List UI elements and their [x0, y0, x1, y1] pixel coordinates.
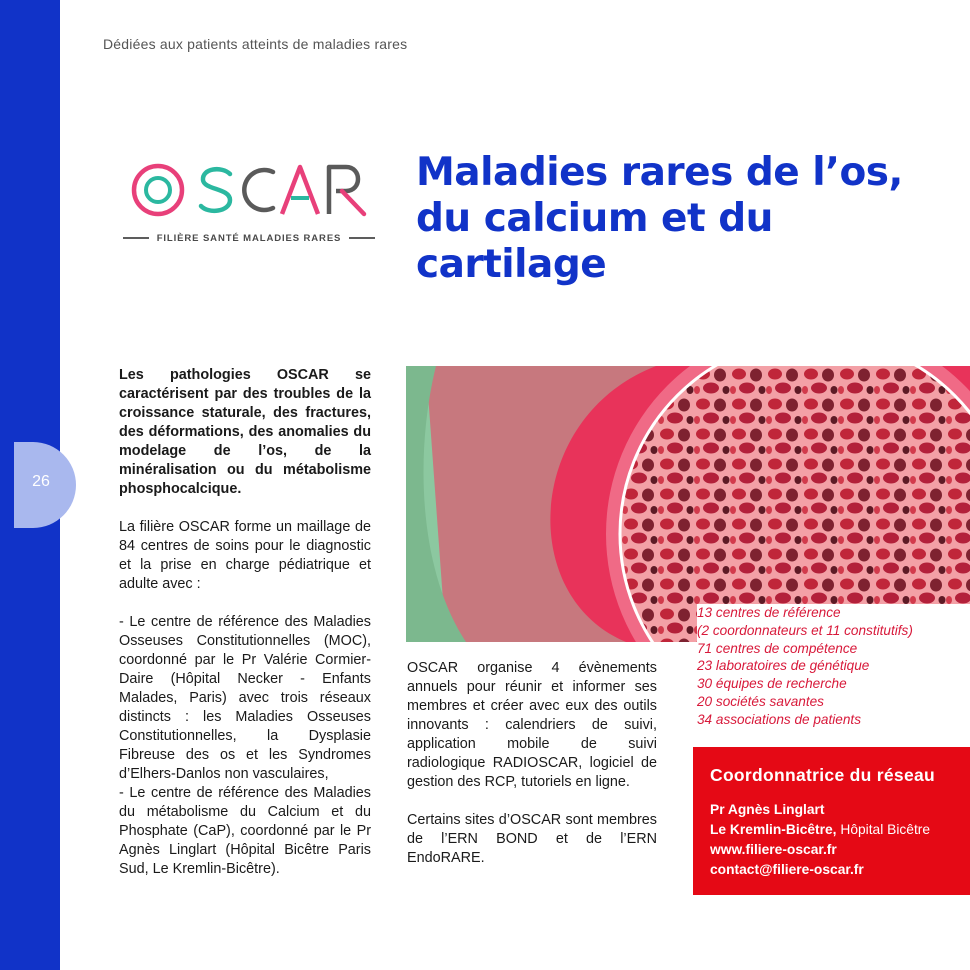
contact-website-link[interactable]: www.filiere-oscar.fr	[710, 842, 837, 857]
logo-tagline: FILIÈRE SANTÉ MALADIES RARES	[156, 232, 342, 244]
logo-rule-right	[349, 237, 375, 239]
title-line-2: du calcium et du cartilage	[416, 196, 773, 287]
stat-line: 13 centres de référence	[697, 605, 841, 620]
logo-rule-left	[123, 237, 149, 239]
contact-location-bold: Le Kremlin-Bicêtre,	[710, 822, 837, 837]
middle-column	[407, 659, 657, 887]
network-stats	[697, 604, 970, 729]
bone-tissue-illustration	[406, 366, 970, 642]
contact-hospital: Hôpital Bicêtre	[836, 822, 931, 837]
cap-paragraph: - Le centre de référence des Maladies du métabolisme du Calcium et du Phosphate (CaP), coordonné par le Pr Agnès Linglart (Hôpital Bicêtre Paris Sud, Le Kremlin-Bicêtre).	[119, 785, 371, 877]
oscar-wordmark-logo	[130, 160, 370, 220]
stat-line: 30 équipes de recherche	[697, 676, 847, 692]
stat-line: (2 coordonnateurs et 11 constitutifs)	[697, 622, 913, 638]
network-paragraph: La filière OSCAR forme un maillage de 84 centres de soins pour le diagnostic et la prise en charge pédiatrique et adulte avec :	[119, 519, 371, 592]
oscar-logo	[118, 150, 380, 250]
events-paragraph: OSCAR organise 4 évènements annuels pour réunir et informer ses membres et créer avec eux des outils innovants : calendriers de suivi, application mobile de suivi radiologique RADIOSCAR, logiciel de gestion des RCP, tutoriels en ligne.	[407, 660, 657, 790]
stat-line: 71 centres de compétence	[697, 640, 858, 656]
running-head: Dédiées aux patients atteints de maladies rares	[103, 36, 408, 52]
page-number: 26	[32, 473, 50, 490]
left-column	[119, 366, 371, 898]
moc-paragraph: - Le centre de référence des Maladies Osseuses Constitutionnelles (MOC), coordonné par le Pr Valérie Cormier-Daire (Hôpital Necker - Enfants Malades, Paris) avec trois réseaux distincts : les Maladies Osseuses Constitutionnelles, la Dysplasie Fibreuse des os et les Syndromes d’Elhers-Danlos non vasculaires,	[119, 614, 371, 782]
page-title	[416, 150, 966, 288]
contact-location	[710, 820, 970, 840]
ern-paragraph: Certains sites d’OSCAR sont membres de l’ERN BOND et de l’ERN EndoRARE.	[407, 812, 657, 866]
contact-box	[693, 747, 970, 895]
stat-line: 34 associations de patients	[697, 711, 861, 727]
stat-line: 23 laboratoires de génétique	[697, 658, 870, 674]
contact-heading: Coordonnatrice du réseau	[710, 765, 936, 785]
contact-name: Pr Agnès Linglart	[710, 802, 825, 817]
logo-text: OSCAR	[130, 160, 134, 161]
stat-line: 20 sociétés savantes	[697, 693, 824, 709]
title-line-1: Maladies rares de l’os,	[416, 150, 903, 195]
logo-tagline-row	[118, 230, 380, 246]
lead-paragraph: Les pathologies OSCAR se caractérisent par des troubles de la croissance staturale, des fractures, des déformations, des anomalies du modelage de l’os, de la minéralisation ou du métabolisme phosphocalcique.	[119, 367, 371, 497]
contact-email-link[interactable]: contact@filiere-oscar.fr	[710, 862, 864, 877]
